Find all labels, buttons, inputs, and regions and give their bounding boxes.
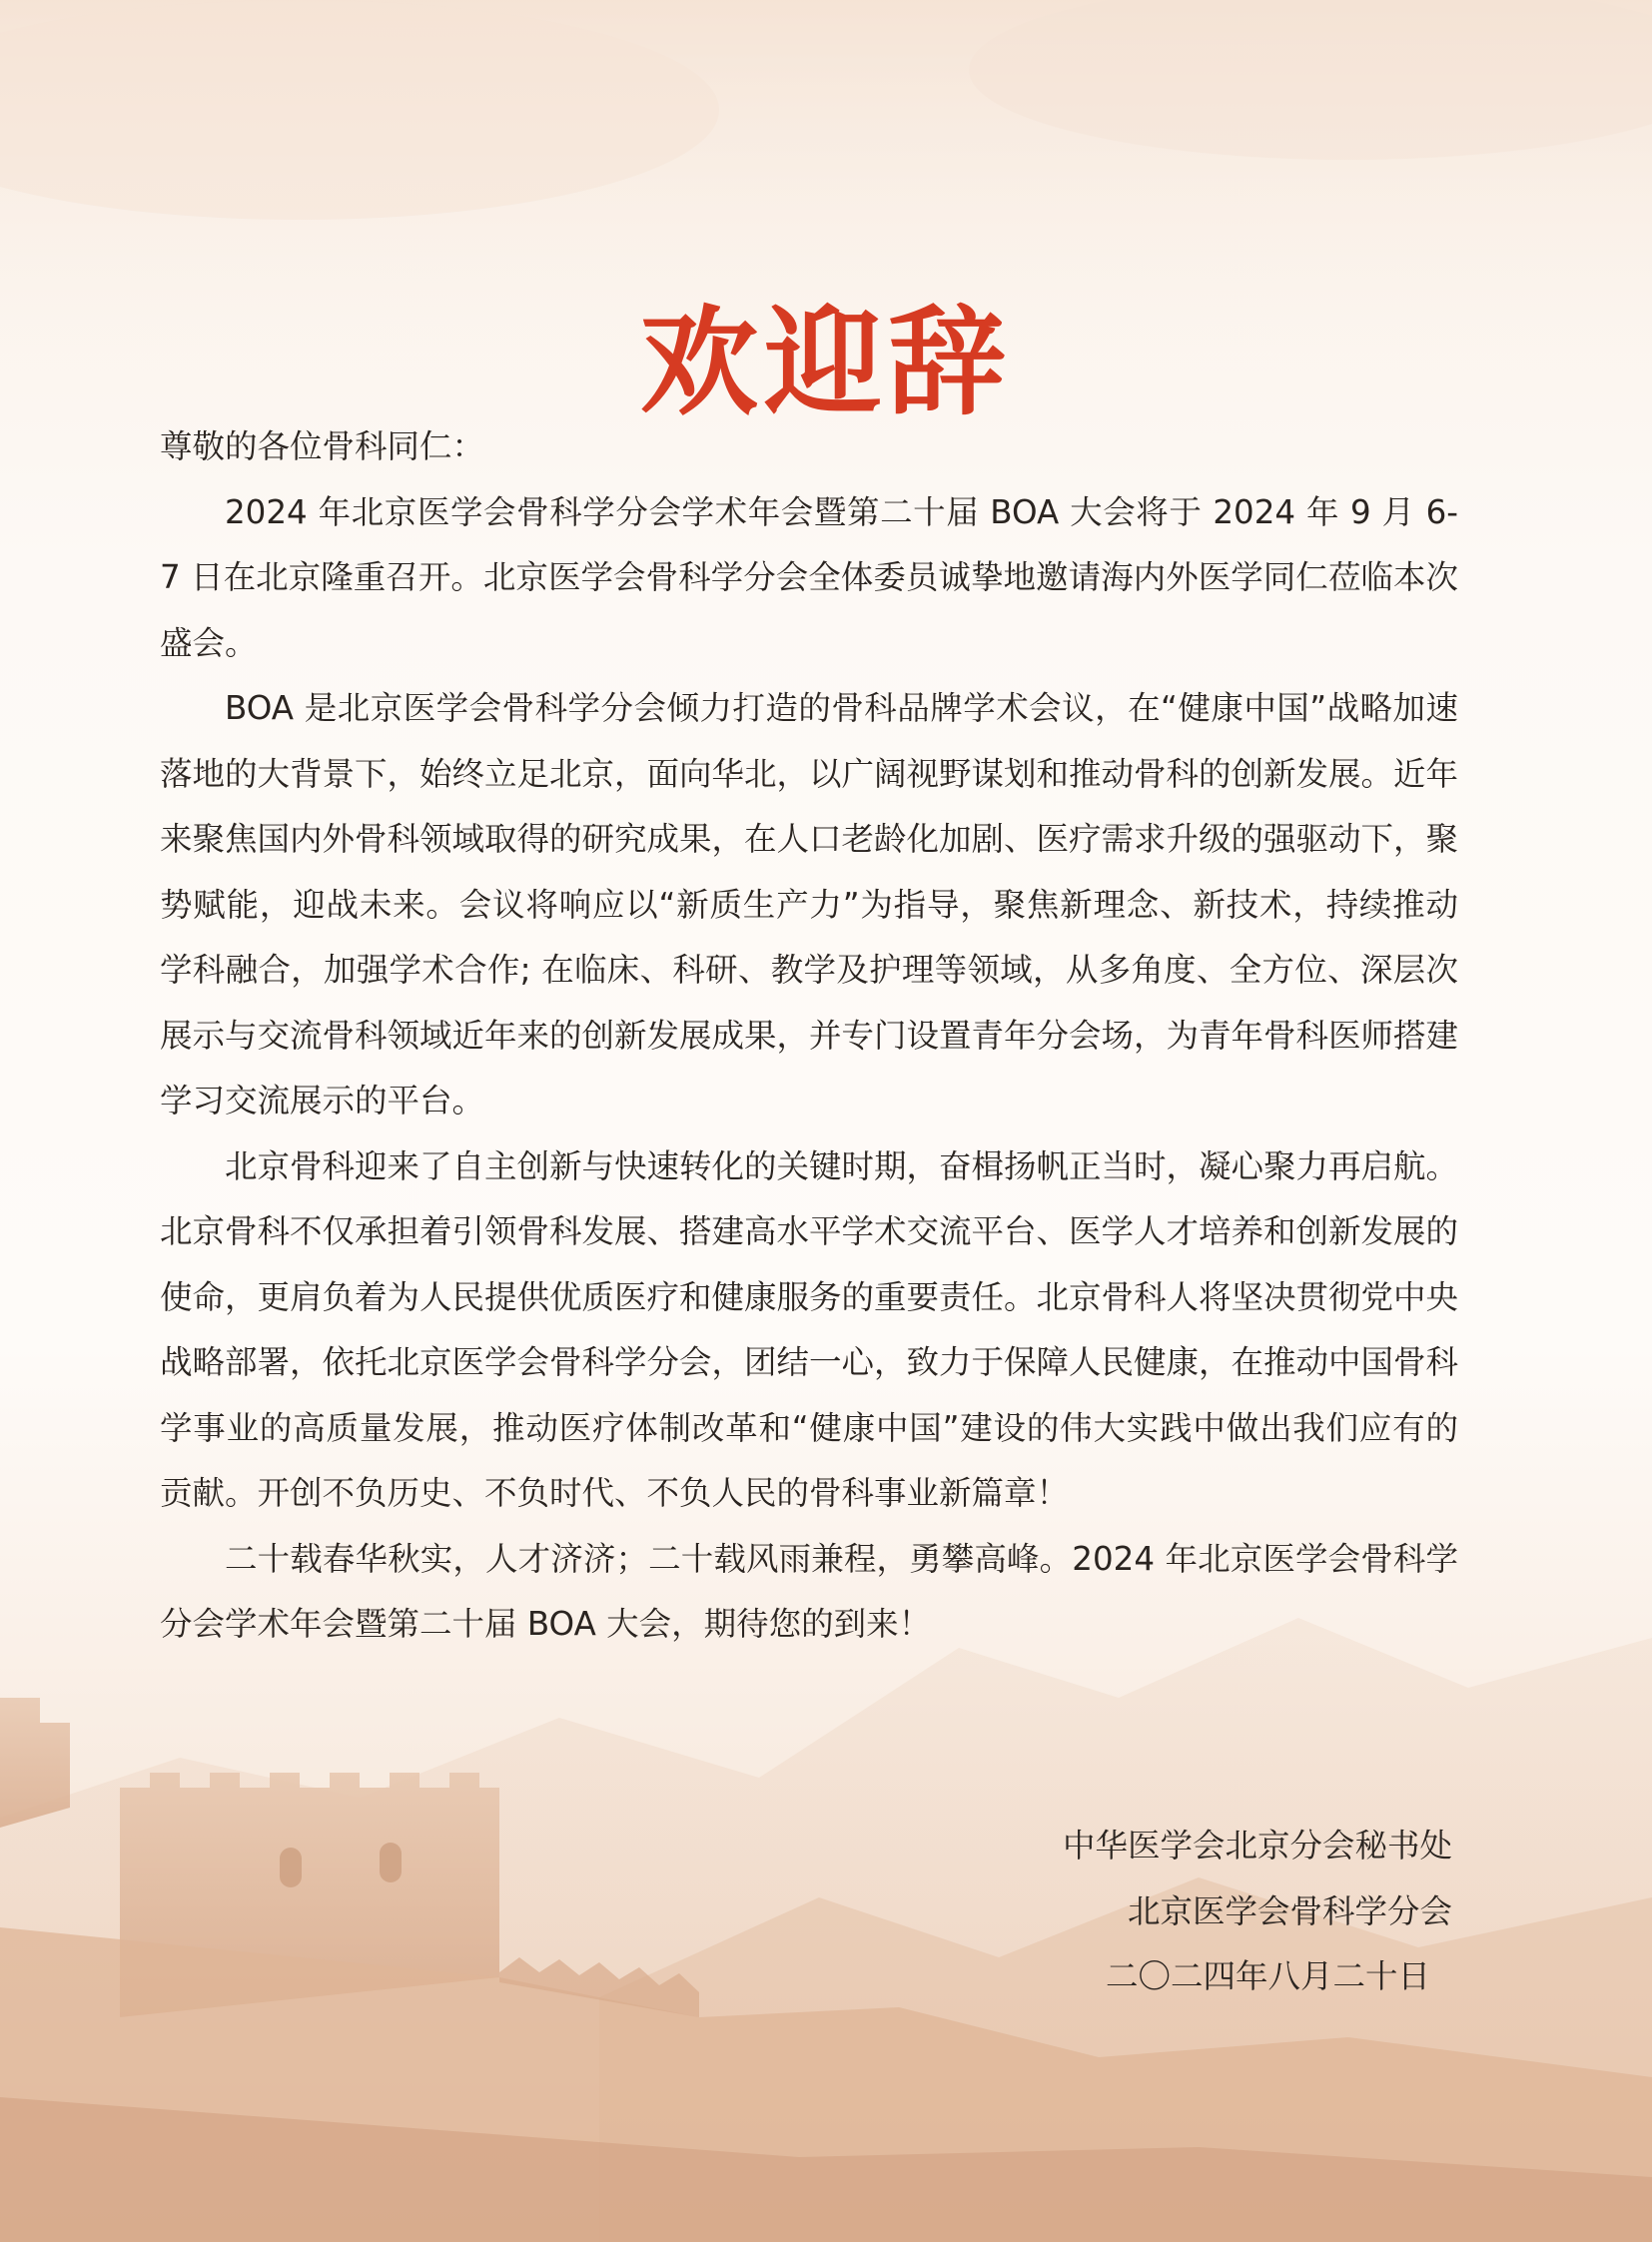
page-title: 欢迎辞 <box>639 293 1012 432</box>
paragraph-about-boa: BOA 是北京医学会骨科学分会倾力打造的骨科品牌学术会议，在“健康中国”战略加速落地的大背景下，始终立足北京，面向华北，以广阔视野谋划和推动骨科的创新发展。近年来聚焦国内外骨科领域取得的研究成果，在人口老龄化加剧、医疗需求升级的强驱动下，聚势赋能，迎战未来。会议将响应以“新质生产力”为指导，聚焦新理念、新技术，持续推动学科融合，加强学术合作; 在临床、科研、教学及护理等领域，从多角度、全方位、深层次展示与交流骨科领域近年来的创新发展成果，并专门设置青年分会场，为青年骨科医师搭建学习交流展示的平台。 <box>160 689 1459 1120</box>
letter-body <box>160 414 1458 1658</box>
paragraph-announcement: 2024 年北京医学会骨科学分会学术年会暨第二十届 BOA 大会将于 2024 年 9 月 6-7 日在北京隆重召开。北京医学会骨科学分会全体委员诚挚地邀请海内外医学同仁莅临本次盛会。 <box>160 492 1458 662</box>
signature-block <box>953 1814 1452 2010</box>
paragraph-mission: 北京骨科迎来了自主创新与快速转化的关键时期，奋楫扬帆正当时，凝心聚力再启航。北京骨科不仅承担着引领骨科发展、搭建高水平学术交流平台、医学人才培养和创新发展的使命，更肩负着为人民提供优质医疗和健康服务的重要责任。北京骨科人将坚决贯彻党中央战略部署，依托北京医学会骨科学分会，团结一心，致力于保障人民健康，在推动中国骨科学事业的高质量发展，推动医疗体制改革和“健康中国”建设的伟大实践中做出我们应有的贡献。开创不负历史、不负时代、不负人民的骨科事业新篇章！ <box>160 1146 1459 1512</box>
paragraph-closing: 二十载春华秋实，人才济济；二十载风雨兼程，勇攀高峰。2024 年北京医学会骨科学分会学术年会暨第二十届 BOA 大会，期待您的到来！ <box>160 1539 1458 1643</box>
signature-org-branch: 北京医学会骨科学分会 <box>1127 1891 1452 1930</box>
signature-org-secretariat: 中华医学会北京分会秘书处 <box>1062 1827 1452 1865</box>
salutation: 尊敬的各位骨科同仁： <box>160 427 485 465</box>
signature-date: 二〇二四年八月二十日 <box>1105 1957 1430 1995</box>
